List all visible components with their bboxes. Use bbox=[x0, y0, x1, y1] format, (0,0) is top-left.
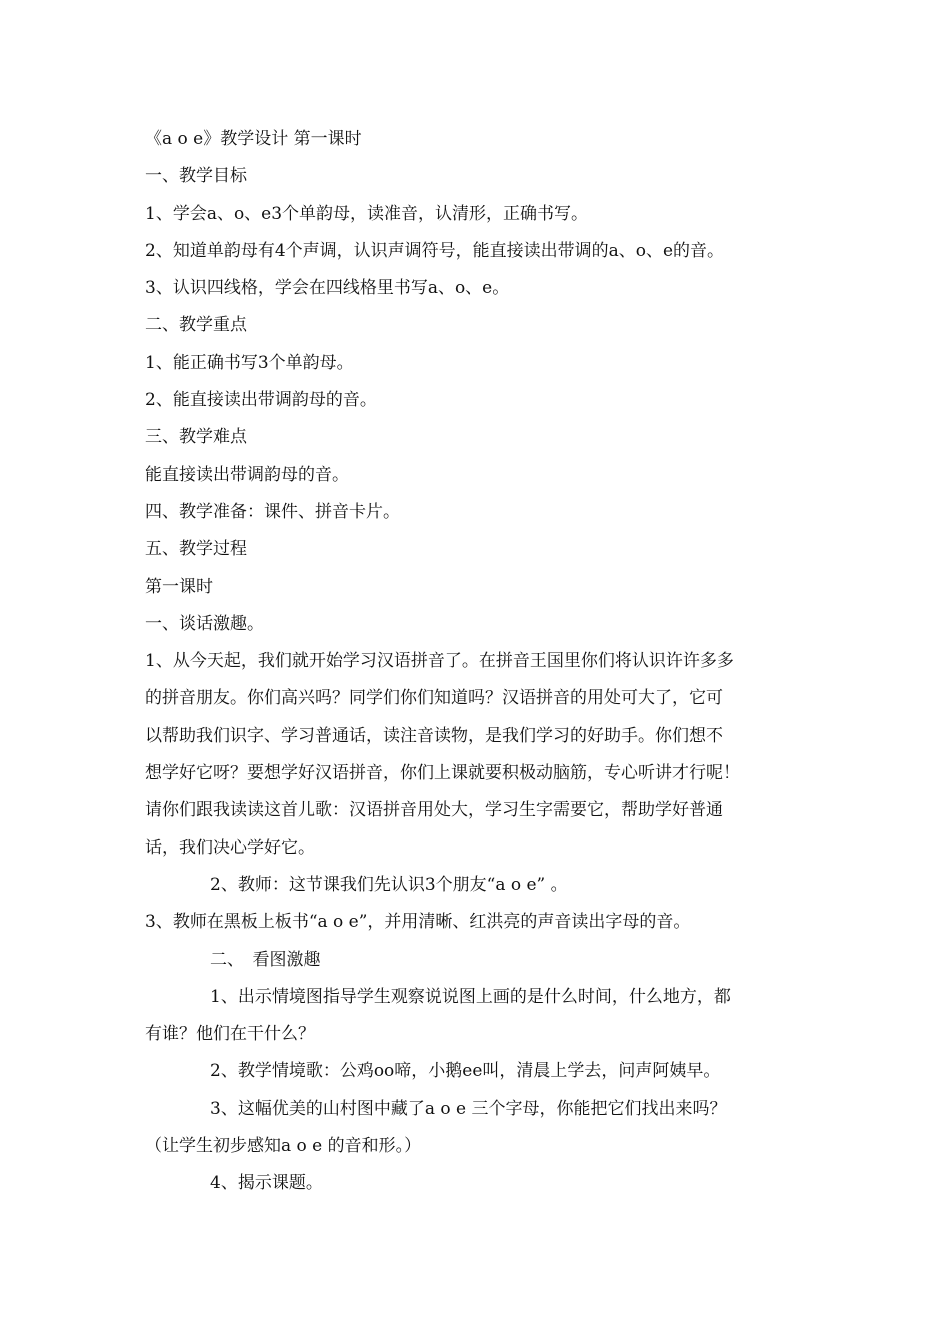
paragraph-line: 3、这幅优美的山村图中藏了a o e 三个字母，你能把它们找出来吗？ bbox=[210, 1098, 727, 1119]
section-heading-goals: 一、教学目标 bbox=[145, 166, 247, 187]
lesson-label: 第一课时 bbox=[145, 576, 213, 597]
paragraph-line: 3、教师在黑板上板书“a o e”，并用清晰、红洪亮的声音读出字母的音。 bbox=[145, 912, 691, 933]
goal-item: 2、知道单韵母有4个声调，认识声调符号，能直接读出带调的a、o、e的音。 bbox=[145, 240, 725, 261]
section-preparation: 四、教学准备：课件、拼音卡片。 bbox=[145, 501, 400, 522]
paragraph-line: 4、揭示课题。 bbox=[210, 1173, 323, 1194]
paragraph-line: 请你们跟我读读这首儿歌：汉语拼音用处大，学习生字需要它，帮助学好普通 bbox=[145, 800, 723, 821]
paragraph-line: 的拼音朋友。你们高兴吗？同学们你们知道吗？汉语拼音的用处可大了，它可 bbox=[145, 688, 723, 709]
paragraph-line: 以帮助我们识字、学习普通话，读注音读物，是我们学习的好助手。你们想不 bbox=[145, 725, 723, 746]
paragraph-line: 有谁？他们在干什么？ bbox=[145, 1024, 315, 1045]
section-heading-difficulty: 三、教学难点 bbox=[145, 427, 247, 448]
paragraph-line: 2、教学情境歌：公鸡oo啼，小鹅ee叫，清晨上学去，问声阿姨早。 bbox=[210, 1061, 721, 1082]
key-point-item: 2、能直接读出带调韵母的音。 bbox=[145, 390, 377, 411]
paragraph-line: 1、从今天起，我们就开始学习汉语拼音了。在拼音王国里你们将认识许许多多 bbox=[145, 651, 734, 672]
paragraph-line: 1、出示情境图指导学生观察说说图上画的是什么时间，什么地方，都 bbox=[210, 986, 731, 1007]
difficulty-text: 能直接读出带调韵母的音。 bbox=[145, 464, 349, 485]
goal-item: 1、学会a、o、e3个单韵母，读准音，认清形，正确书写。 bbox=[145, 203, 589, 224]
key-point-item: 1、能正确书写3个单韵母。 bbox=[145, 352, 354, 373]
paragraph-line: 话，我们决心学好它。 bbox=[145, 837, 315, 858]
subsection-heading-picture: 二、 看图激趣 bbox=[210, 949, 321, 970]
goal-item: 3、认识四线格，学会在四线格里书写a、o、e。 bbox=[145, 278, 510, 299]
section-heading-process: 五、教学过程 bbox=[145, 539, 247, 560]
subsection-heading-talk: 一、谈话激趣。 bbox=[145, 613, 264, 634]
document-body bbox=[145, 121, 805, 1203]
document-title: 《a o e》教学设计 第一课时 bbox=[145, 129, 362, 149]
paragraph-line: （让学生初步感知a o e 的音和形。） bbox=[145, 1136, 422, 1157]
paragraph-line: 2、教师：这节课我们先认识3个朋友“a o e” 。 bbox=[210, 874, 568, 895]
section-heading-key-points: 二、教学重点 bbox=[145, 315, 247, 336]
paragraph-line: 想学好它呀？要想学好汉语拼音，你们上课就要积极动脑筋，专心听讲才行呢！ bbox=[145, 763, 740, 784]
